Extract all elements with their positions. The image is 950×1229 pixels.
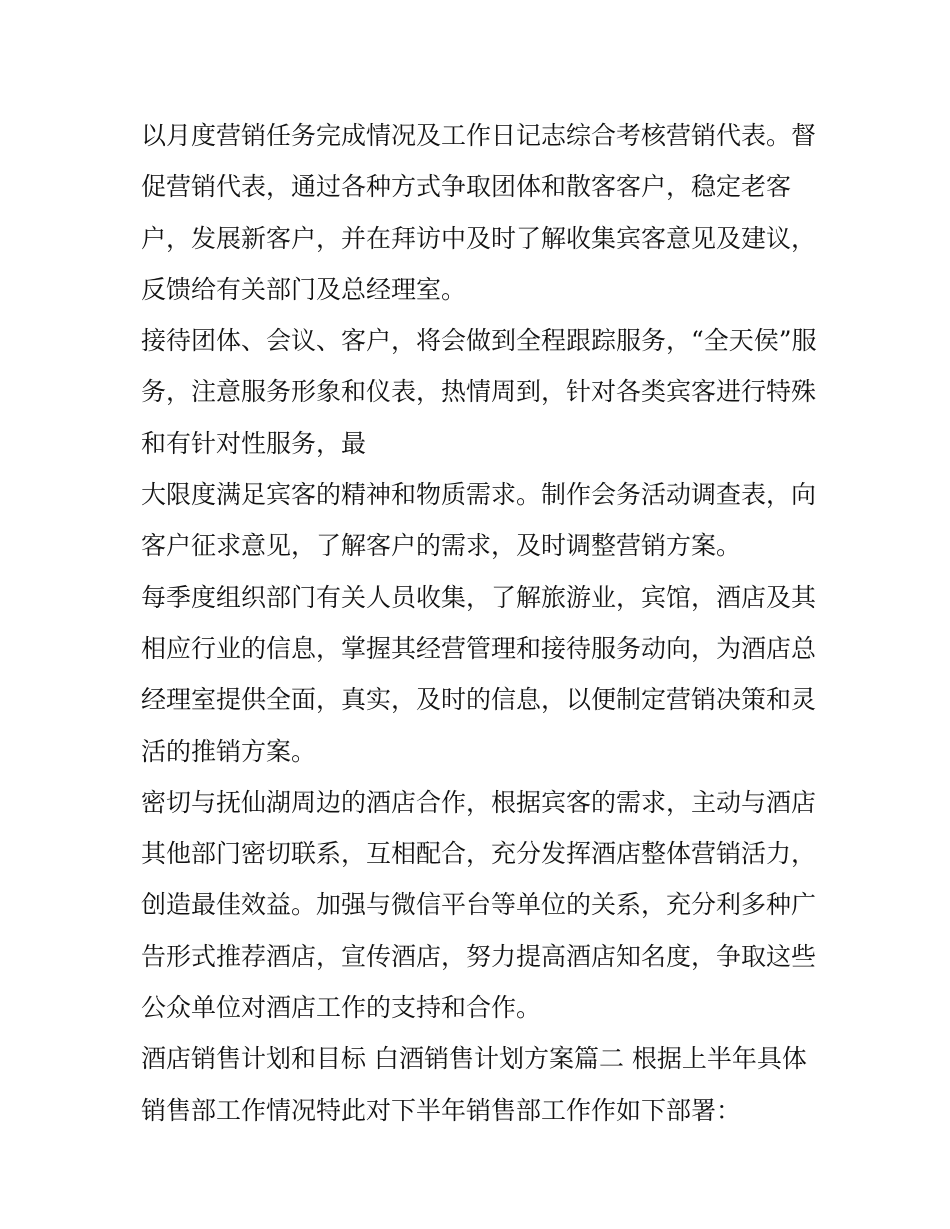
text-line: 相应行业的信息，掌握其经营管理和接待服务动向，为酒店总 (141, 633, 817, 663)
text-line: 密切与抚仙湖周边的酒店合作，根据宾客的需求，主动与酒店 (141, 787, 817, 817)
text-line: 经理室提供全面，真实，及时的信息，以便制定营销决策和灵 (141, 685, 817, 715)
text-line: 和有针对性服务，最 (141, 428, 367, 458)
text-line: 销售部工作情况特此对下半年销售部工作作如下部署： (141, 1095, 742, 1125)
text-line: 反馈给有关部门及总经理室。 (141, 274, 467, 304)
text-line: 务，注意服务形象和仪表，热情周到，针对各类宾客进行特殊 (141, 377, 817, 407)
text-line: 其他部门密切联系，互相配合，充分发挥酒店整体营销活力， (141, 839, 817, 869)
text-line: 创造最佳效益。加强与微信平台等单位的关系，充分利多种广 (141, 890, 817, 920)
text-line: 大限度满足宾客的精神和物质需求。制作会务活动调查表，向 (141, 480, 817, 510)
text-line: 每季度组织部门有关人员收集，了解旅游业，宾馆，酒店及其 (141, 582, 817, 612)
text-line: 酒店销售计划和目标 白酒销售计划方案篇二 根据上半年具体 (141, 1044, 807, 1074)
text-line: 活的推销方案。 (141, 736, 317, 766)
text-line: 促营销代表，通过各种方式争取团体和散客客户，稳定老客 (141, 172, 792, 202)
text-line: 户，发展新客户，并在拜访中及时了解收集宾客意见及建议， (141, 223, 817, 253)
text-line: 告形式推荐酒店，宣传酒店，努力提高酒店知名度，争取这些 (141, 941, 817, 971)
text-line: 接待团体、会议、客户，将会做到全程跟踪服务，“全天侯”服 (141, 326, 817, 356)
text-line: 客户征求意见，了解客户的需求，及时调整营销方案。 (141, 531, 742, 561)
text-line: 公众单位对酒店工作的支持和合作。 (141, 993, 542, 1023)
text-line: 以月度营销任务完成情况及工作日记志综合考核营销代表。督 (141, 121, 817, 150)
document-body (141, 110, 821, 1136)
